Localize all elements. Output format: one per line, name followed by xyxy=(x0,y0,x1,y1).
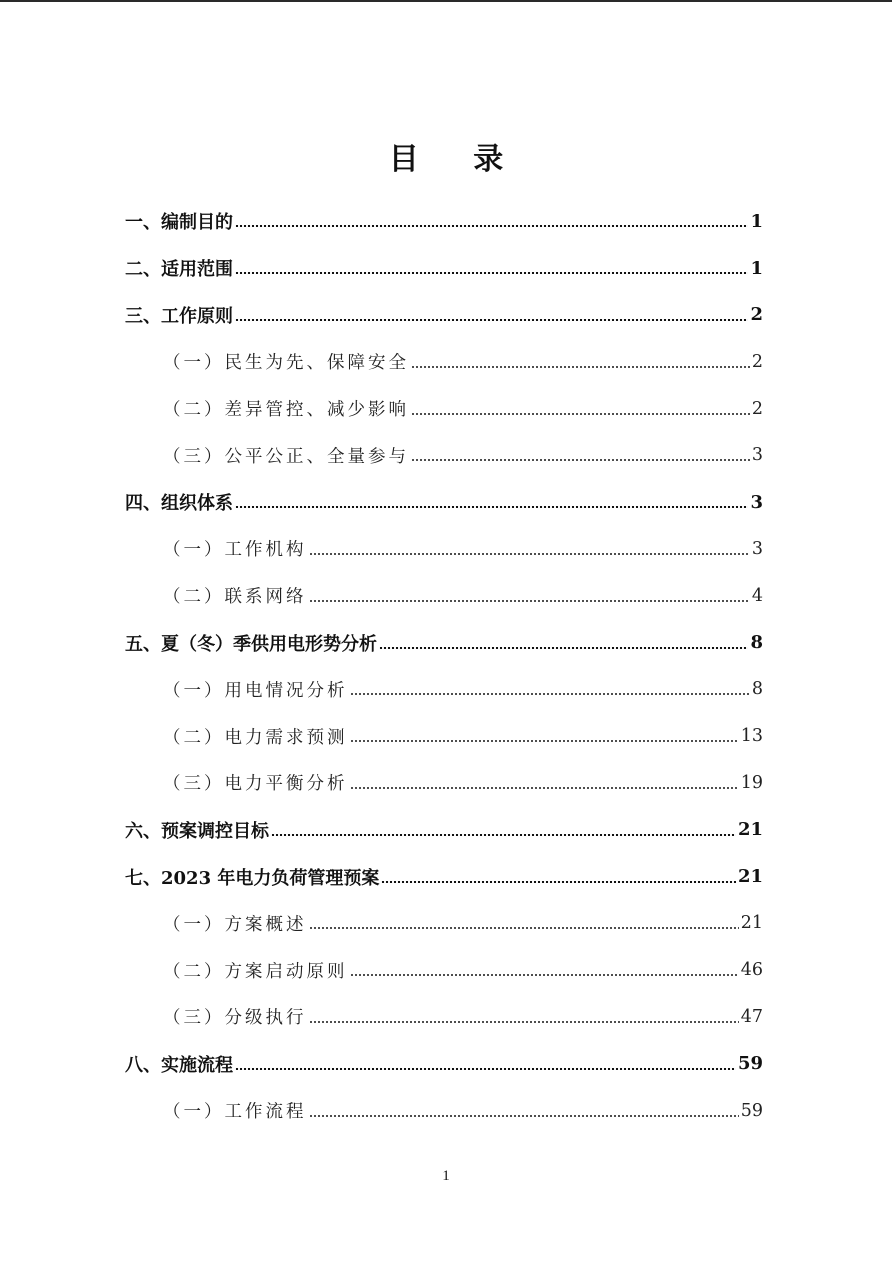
toc-leader-dots xyxy=(350,740,739,742)
toc-entry-label: （一）用电情况分析 xyxy=(163,680,348,701)
toc-entry[interactable] xyxy=(125,994,763,1041)
toc-entry-page: 2 xyxy=(751,398,763,419)
toc-entry-page: 21 xyxy=(737,866,763,888)
toc-entry[interactable] xyxy=(125,666,763,713)
toc-entry[interactable] xyxy=(125,385,763,432)
toc-entry[interactable] xyxy=(125,432,763,479)
toc-entry-label: 一、编制目的 xyxy=(125,212,233,234)
toc-entry-page: 13 xyxy=(740,726,763,747)
toc-leader-dots xyxy=(350,693,750,695)
toc-entry-label: 七、2023 年电力负荷管理预案 xyxy=(125,867,380,889)
toc-entry-label: 四、组织体系 xyxy=(125,493,233,515)
toc-entry-label: （三）分级执行 xyxy=(163,1008,307,1029)
toc-leader-dots xyxy=(235,272,748,274)
toc-entry-label: 五、夏（冬）季供用电形势分析 xyxy=(125,633,377,655)
page-title: 目 录 xyxy=(388,142,526,177)
toc-entry[interactable] xyxy=(125,198,763,245)
toc-leader-dots xyxy=(350,974,739,976)
toc-leader-dots xyxy=(235,319,748,321)
toc-entry-page: 47 xyxy=(740,1006,763,1027)
toc-leader-dots xyxy=(271,834,736,836)
toc-entry[interactable] xyxy=(125,806,763,853)
toc-entry[interactable] xyxy=(125,526,763,573)
toc-entry-page: 3 xyxy=(751,445,763,466)
toc-entry-label: （三）公平公正、全量参与 xyxy=(163,446,409,467)
toc-leader-dots xyxy=(411,366,750,368)
toc-entry-page: 4 xyxy=(751,585,763,606)
toc-entry-page: 1 xyxy=(750,257,763,279)
toc-entry-page: 59 xyxy=(740,1100,763,1121)
toc-leader-dots xyxy=(235,225,748,227)
toc-entry-page: 1 xyxy=(750,210,763,232)
toc-entry-page: 21 xyxy=(740,913,763,934)
toc-leader-dots xyxy=(411,413,750,415)
toc-entry-page: 59 xyxy=(737,1053,763,1075)
toc-leader-dots xyxy=(309,927,739,929)
toc-entry[interactable] xyxy=(125,760,763,807)
toc-leader-dots xyxy=(350,787,739,789)
toc-entry-page: 3 xyxy=(751,538,763,559)
toc-leader-dots xyxy=(309,553,750,555)
toc-entry-page: 2 xyxy=(751,351,763,372)
toc-entry-label: 六、预案调控目标 xyxy=(125,820,269,842)
toc-entry-label: （一）工作机构 xyxy=(163,540,307,561)
toc-entry-label: 二、适用范围 xyxy=(125,259,233,281)
toc-leader-dots xyxy=(411,459,750,461)
toc-leader-dots xyxy=(381,881,736,883)
toc-entry-page: 8 xyxy=(750,632,763,654)
toc-entry[interactable] xyxy=(125,292,763,339)
toc-entry[interactable] xyxy=(125,338,763,385)
table-of-contents xyxy=(125,198,763,1134)
top-border xyxy=(0,0,892,2)
toc-entry-page: 3 xyxy=(750,491,763,513)
toc-leader-dots xyxy=(379,647,748,649)
toc-entry-label: 八、实施流程 xyxy=(125,1054,233,1076)
toc-entry-page: 8 xyxy=(751,679,763,700)
toc-entry[interactable] xyxy=(125,713,763,760)
toc-entry[interactable] xyxy=(125,619,763,666)
toc-entry[interactable] xyxy=(125,900,763,947)
toc-entry-page: 19 xyxy=(740,772,763,793)
toc-entry[interactable] xyxy=(125,479,763,526)
toc-leader-dots xyxy=(309,1021,739,1023)
toc-entry-label: （三）电力平衡分析 xyxy=(163,774,348,795)
toc-entry-page: 46 xyxy=(740,960,763,981)
toc-leader-dots xyxy=(309,1115,739,1117)
toc-entry-label: 三、工作原则 xyxy=(125,305,233,327)
toc-entry-label: （一）方案概述 xyxy=(163,914,307,935)
toc-entry-page: 21 xyxy=(737,819,763,841)
toc-entry[interactable] xyxy=(125,947,763,994)
toc-leader-dots xyxy=(235,1068,736,1070)
toc-entry-label: （二）联系网络 xyxy=(163,587,307,608)
toc-entry[interactable] xyxy=(125,1087,763,1134)
toc-entry[interactable] xyxy=(125,572,763,619)
toc-leader-dots xyxy=(309,600,750,602)
toc-entry-label: （二）方案启动原则 xyxy=(163,961,348,982)
toc-entry[interactable] xyxy=(125,245,763,292)
toc-entry-label: （一）工作流程 xyxy=(163,1102,307,1123)
toc-entry[interactable] xyxy=(125,1040,763,1087)
toc-entry-page: 2 xyxy=(750,304,763,326)
toc-entry-label: （一）民生为先、保障安全 xyxy=(163,353,409,374)
toc-entry-label: （二）差异管控、减少影响 xyxy=(163,400,409,421)
toc-leader-dots xyxy=(235,506,748,508)
toc-entry-label: （二）电力需求预测 xyxy=(163,727,348,748)
page-number: 1 xyxy=(442,1168,450,1184)
toc-entry[interactable] xyxy=(125,853,763,900)
